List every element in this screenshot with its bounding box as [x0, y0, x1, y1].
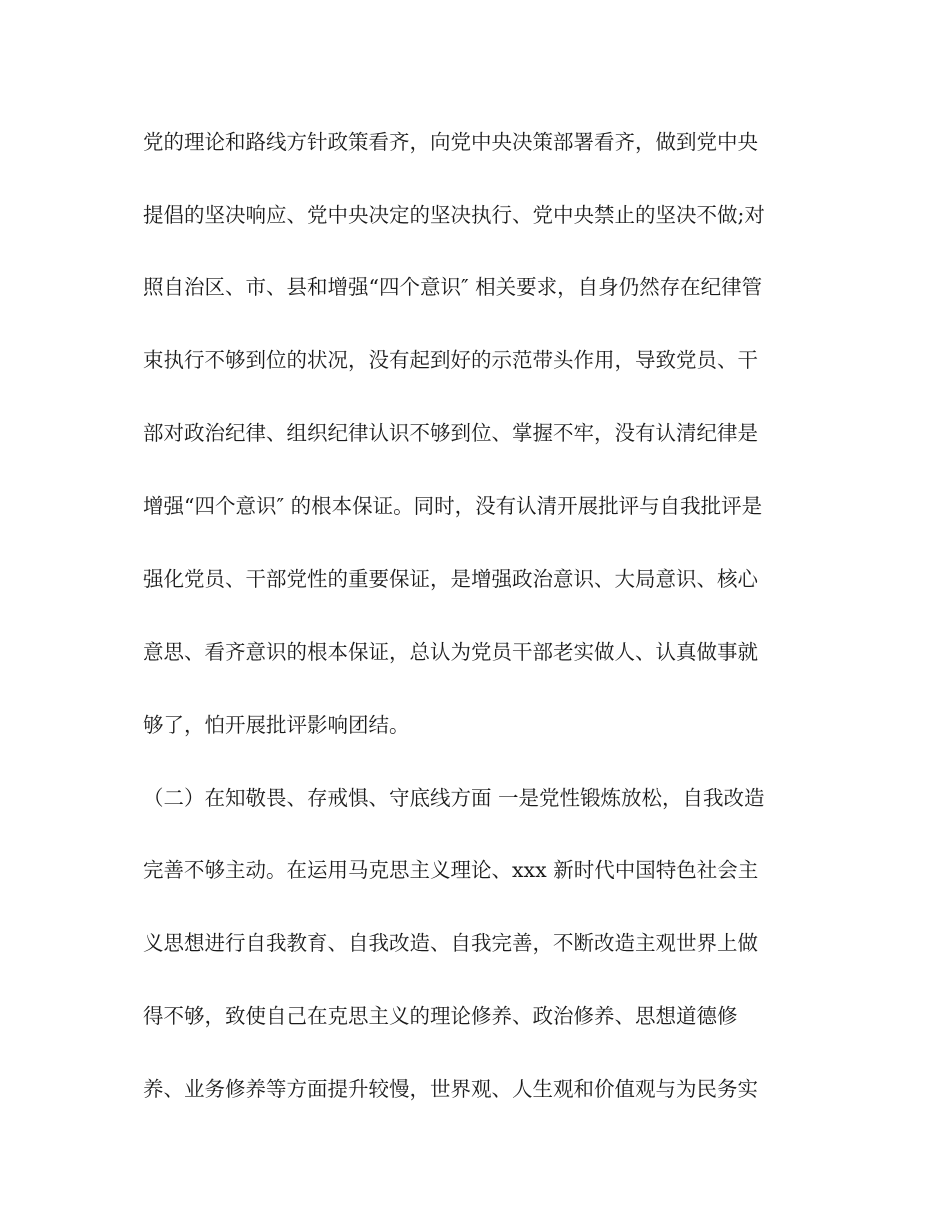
- text-line-13: 得不够，致使自己在克思主义的理论修养、政治修养、思想道德修: [143, 1004, 738, 1028]
- text-line-5: 部对政治纪律、组织纪律认识不够到位、掌握不牢，没有认清纪律是: [143, 421, 758, 445]
- text-line-4: 束执行不够到位的状况，没有起到好的示范带头作用，导致党员、干: [143, 348, 758, 372]
- text-line-10: （二）在知敬畏、存戒惧、守底线方面 一是党性锻炼放松，自我改造: [143, 786, 765, 810]
- text-line-9: 够了，怕开展批评影响团结。: [143, 713, 410, 737]
- text-line-12: 义思想进行自我教育、自我改造、自我完善，不断改造主观世界上做: [143, 931, 758, 955]
- text-line-11: 完善不够主动。在运用马克思主义理论、xxx 新时代中国特色社会主: [143, 858, 759, 882]
- text-line-3: 照自治区、市、县和增强“四个意识″ 相关要求，自身仍然存在纪律管: [143, 275, 763, 299]
- text-line-8: 意思、看齐意识的根本保证，总认为党员干部老实做人、认真做事就: [143, 640, 758, 664]
- text-line-2: 提倡的坚决响应、党中央决定的坚决执行、党中央禁止的坚决不做;对: [143, 203, 765, 227]
- text-line-1: 党的理论和路线方针政策看齐，向党中央决策部署看齐，做到党中央: [143, 130, 758, 154]
- text-line-14: 养、业务修养等方面提升较慢，世界观、人生观和价值观与为民务实: [143, 1077, 758, 1101]
- text-line-7: 强化党员、干部党性的重要保证，是增强政治意识、大局意识、核心: [143, 567, 758, 591]
- text-line-6: 增强“四个意识″ 的根本保证。同时，没有认清开展批评与自我批评是: [143, 494, 763, 518]
